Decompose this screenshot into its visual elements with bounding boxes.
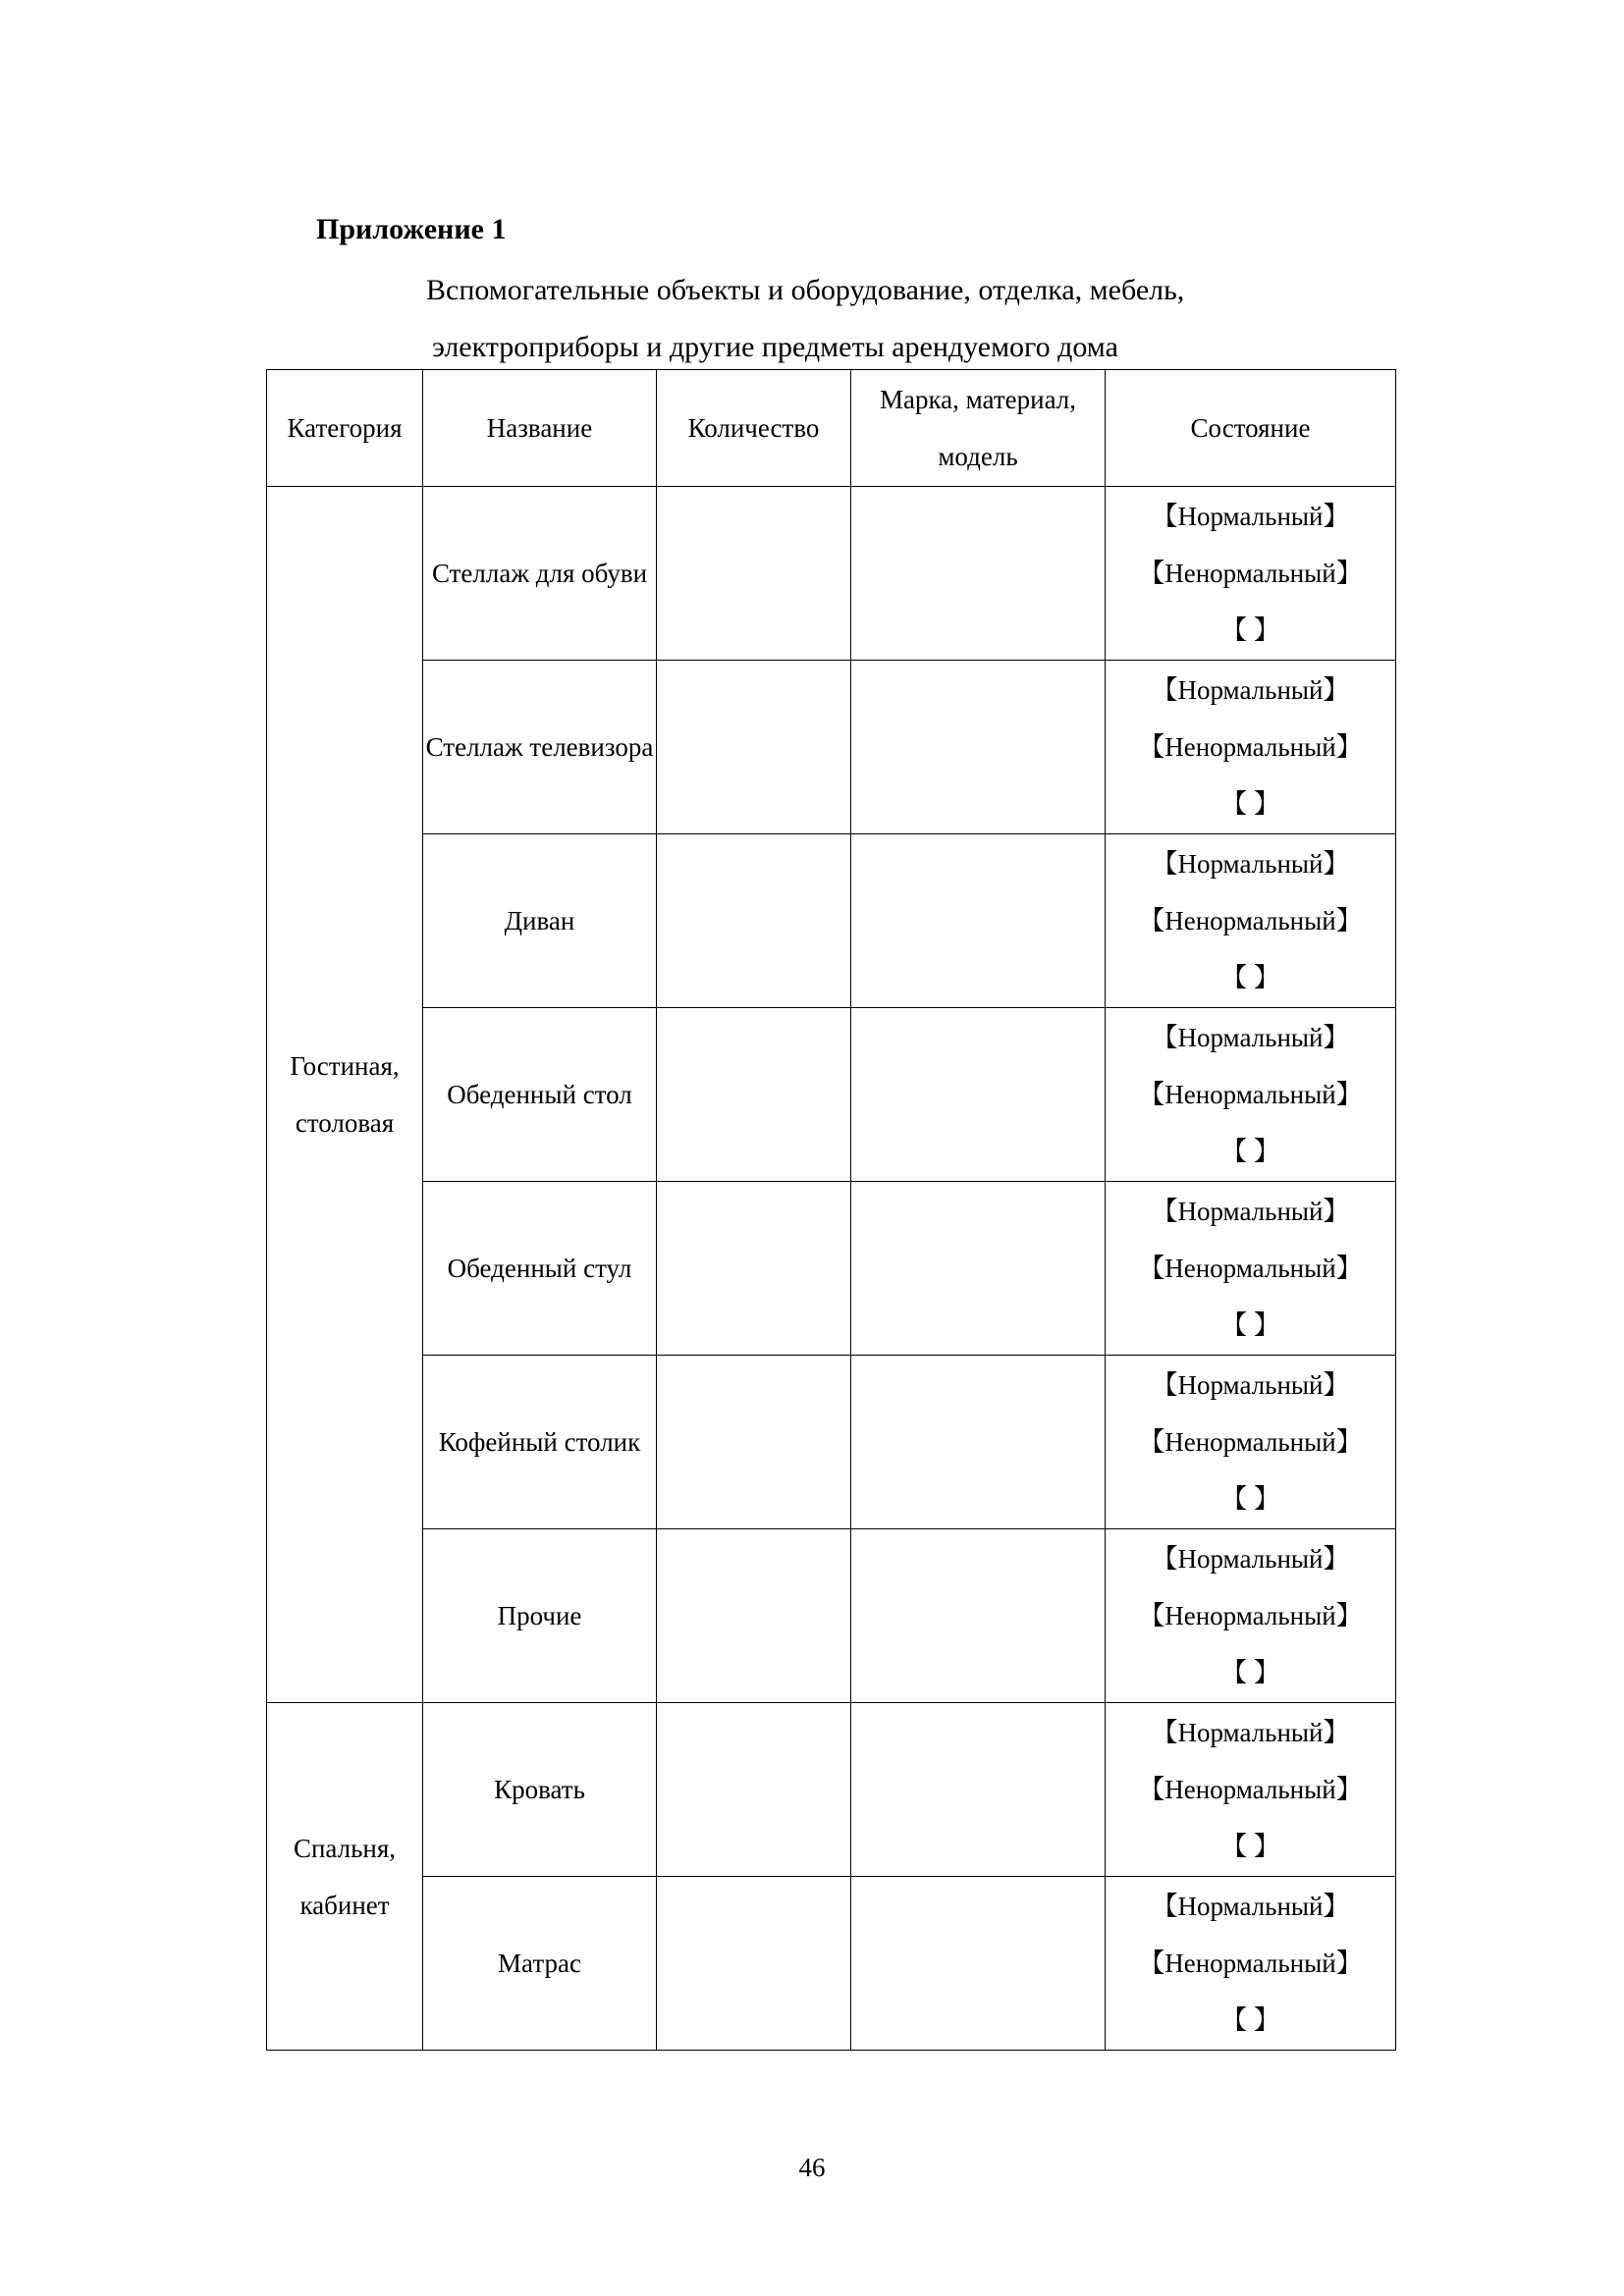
condition-cell [1106, 1356, 1396, 1529]
condition-other-option[interactable]: 【 】 [1220, 1310, 1280, 1340]
condition-abnormal-option[interactable]: 【Ненормальный】 [1138, 906, 1363, 935]
item-name-cell: Обеденный стол [423, 1008, 657, 1182]
condition-cell [1106, 661, 1396, 834]
header-brand-label: Марка, материал, модель [879, 385, 1077, 471]
category-cell: Гостиная, столовая [267, 487, 423, 1703]
condition-other-option[interactable]: 【 】 [1220, 1658, 1280, 1687]
table-row [267, 834, 1396, 1008]
condition-normal-option[interactable]: 【Нормальный】 [1151, 1544, 1350, 1574]
document-subtitle-line-1: Вспомогательные объекты и оборудование, отделка, мебель, [426, 274, 1185, 306]
condition-other-option[interactable]: 【 】 [1220, 615, 1280, 645]
condition-cell [1106, 1008, 1396, 1182]
header-category: Категория [267, 370, 423, 487]
table-row [267, 1182, 1396, 1356]
header-brand [851, 370, 1106, 487]
brand-material-model-cell[interactable] [851, 1356, 1106, 1529]
table-row [267, 487, 1396, 661]
table-row [267, 661, 1396, 834]
quantity-cell[interactable] [657, 1529, 851, 1703]
quantity-cell[interactable] [657, 1877, 851, 2051]
condition-cell [1106, 1877, 1396, 2051]
condition-other-option[interactable]: 【 】 [1220, 789, 1280, 819]
condition-other-option[interactable]: 【 】 [1220, 963, 1280, 992]
condition-normal-option[interactable]: 【Нормальный】 [1151, 1197, 1350, 1226]
document-subtitle-line-2: электроприборы и другие предметы арендуемого дома [432, 331, 1118, 363]
brand-material-model-cell[interactable] [851, 1877, 1106, 2051]
condition-abnormal-option[interactable]: 【Ненормальный】 [1138, 1775, 1363, 1804]
condition-cell [1106, 1703, 1396, 1877]
condition-normal-option[interactable]: 【Нормальный】 [1151, 849, 1350, 879]
header-condition: Состояние [1106, 370, 1396, 487]
condition-abnormal-option[interactable]: 【Ненормальный】 [1138, 559, 1363, 588]
brand-material-model-cell[interactable] [851, 834, 1106, 1008]
condition-other-option[interactable]: 【 】 [1220, 1832, 1280, 1861]
condition-abnormal-option[interactable]: 【Ненормальный】 [1138, 1427, 1363, 1457]
quantity-cell[interactable] [657, 661, 851, 834]
quantity-cell[interactable] [657, 1182, 851, 1356]
quantity-cell[interactable] [657, 834, 851, 1008]
category-cell: Спальня, кабинет [267, 1703, 423, 2051]
inventory-table [266, 369, 1396, 2051]
appendix-title: Приложение 1 [316, 213, 507, 245]
condition-cell [1106, 1182, 1396, 1356]
condition-normal-option[interactable]: 【Нормальный】 [1151, 675, 1350, 705]
item-name-cell: Матрас [423, 1877, 657, 2051]
condition-abnormal-option[interactable]: 【Ненормальный】 [1138, 1601, 1363, 1630]
quantity-cell[interactable] [657, 1703, 851, 1877]
brand-material-model-cell[interactable] [851, 1703, 1106, 1877]
condition-cell [1106, 487, 1396, 661]
condition-abnormal-option[interactable]: 【Ненормальный】 [1138, 732, 1363, 762]
table-header-row [267, 370, 1396, 487]
quantity-cell[interactable] [657, 487, 851, 661]
condition-abnormal-option[interactable]: 【Ненормальный】 [1138, 1949, 1363, 1978]
quantity-cell[interactable] [657, 1008, 851, 1182]
condition-normal-option[interactable]: 【Нормальный】 [1151, 1370, 1350, 1400]
condition-cell [1106, 1529, 1396, 1703]
table-row [267, 1877, 1396, 2051]
item-name-cell: Прочие [423, 1529, 657, 1703]
condition-cell [1106, 834, 1396, 1008]
condition-abnormal-option[interactable]: 【Ненормальный】 [1138, 1254, 1363, 1283]
brand-material-model-cell[interactable] [851, 487, 1106, 661]
item-name-cell: Стеллаж телевизора [423, 661, 657, 834]
condition-other-option[interactable]: 【 】 [1220, 1137, 1280, 1166]
brand-material-model-cell[interactable] [851, 1008, 1106, 1182]
condition-normal-option[interactable]: 【Нормальный】 [1151, 1718, 1350, 1747]
table-body [267, 487, 1396, 2051]
condition-normal-option[interactable]: 【Нормальный】 [1151, 1023, 1350, 1052]
page-number: 46 [798, 2153, 826, 2182]
condition-normal-option[interactable]: 【Нормальный】 [1151, 1892, 1350, 1921]
item-name-cell: Стеллаж для обуви [423, 487, 657, 661]
condition-other-option[interactable]: 【 】 [1220, 1484, 1280, 1514]
item-name-cell: Обеденный стул [423, 1182, 657, 1356]
brand-material-model-cell[interactable] [851, 1529, 1106, 1703]
header-quantity: Количество [657, 370, 851, 487]
condition-other-option[interactable]: 【 】 [1220, 2005, 1280, 2035]
table-row [267, 1356, 1396, 1529]
brand-material-model-cell[interactable] [851, 661, 1106, 834]
condition-abnormal-option[interactable]: 【Ненормальный】 [1138, 1080, 1363, 1109]
table-row [267, 1529, 1396, 1703]
item-name-cell: Кофейный столик [423, 1356, 657, 1529]
table-row [267, 1703, 1396, 1877]
table-row [267, 1008, 1396, 1182]
quantity-cell[interactable] [657, 1356, 851, 1529]
brand-material-model-cell[interactable] [851, 1182, 1106, 1356]
item-name-cell: Кровать [423, 1703, 657, 1877]
header-name: Название [423, 370, 657, 487]
item-name-cell: Диван [423, 834, 657, 1008]
condition-normal-option[interactable]: 【Нормальный】 [1151, 502, 1350, 531]
